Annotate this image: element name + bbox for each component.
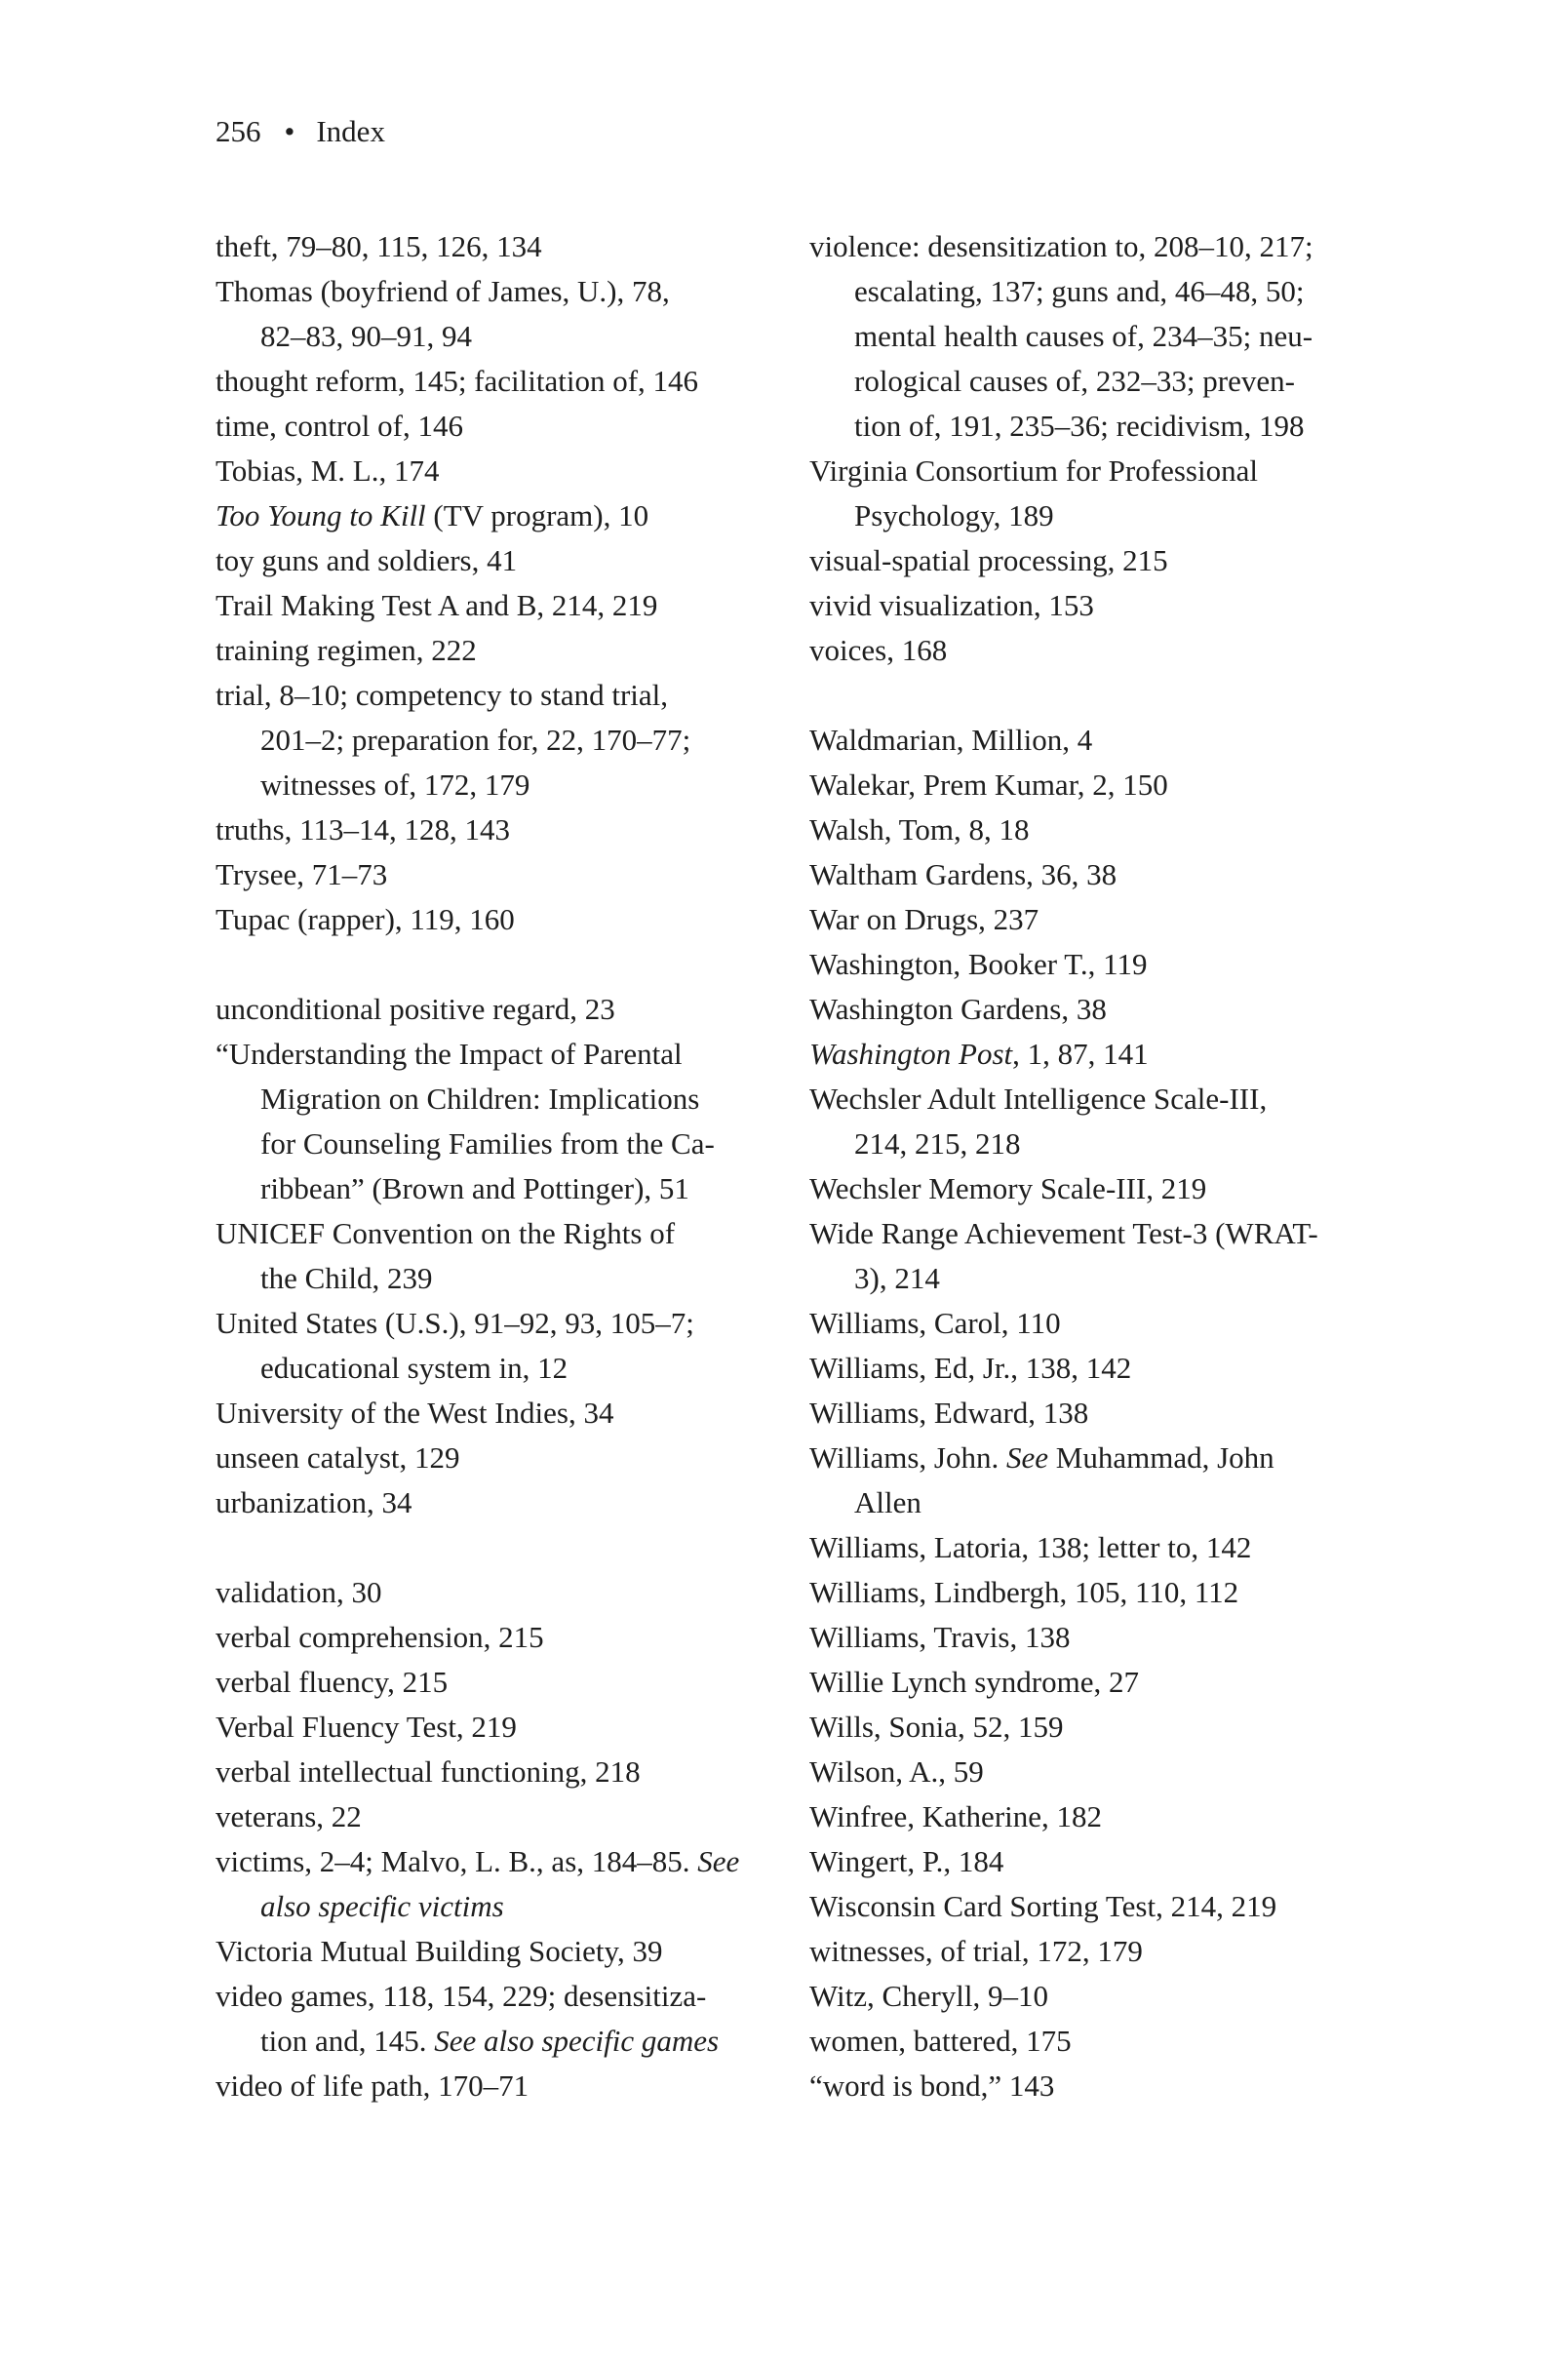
index-entry-text: women, battered, 175	[809, 2024, 1072, 2058]
index-entry-text: (TV program), 10	[425, 498, 649, 532]
index-entry-text: Wilson, A., 59	[809, 1754, 984, 1789]
index-entry-text: Washington Gardens, 38	[809, 992, 1107, 1026]
index-entry-text: Thomas (boyfriend of James, U.), 78, 82–83, 90–91, 94	[216, 274, 670, 353]
index-entry-text: War on Drugs, 237	[809, 902, 1039, 936]
index-entry	[216, 1391, 762, 1436]
index-entry	[216, 359, 762, 404]
index-entry-text: Williams, Lindbergh, 105, 110, 112	[809, 1575, 1239, 1609]
index-entry-text: validation, 30	[216, 1575, 382, 1609]
index-entry	[809, 1391, 1355, 1436]
index-entry-text: Wills, Sonia, 52, 159	[809, 1710, 1064, 1744]
index-entry-text: verbal intellectual functioning, 218	[216, 1754, 641, 1789]
index-entry-text: Walsh, Tom, 8, 18	[809, 812, 1030, 847]
index-entry	[809, 1839, 1355, 1884]
index-entry-text: Wingert, P., 184	[809, 1844, 1004, 1878]
index-entry	[216, 1839, 762, 1929]
index-entry	[809, 583, 1355, 628]
index-entry	[809, 1884, 1355, 1929]
index-entry-text: verbal fluency, 215	[216, 1665, 449, 1699]
index-entry-italic-text: Washington Post	[809, 1037, 1013, 1071]
index-entry	[216, 1750, 762, 1794]
index-entry	[809, 1301, 1355, 1346]
index-entry-text: Williams, Latoria, 138; letter to, 142	[809, 1530, 1252, 1564]
index-entry	[809, 1077, 1355, 1166]
index-entry	[809, 1211, 1355, 1301]
index-entry	[216, 493, 762, 538]
index-entry-text: Tobias, M. L., 174	[216, 453, 440, 488]
index-entry	[809, 942, 1355, 987]
index-entry	[809, 1974, 1355, 2019]
index-entry	[809, 987, 1355, 1032]
index-entry-text: Waldmarian, Million, 4	[809, 723, 1093, 757]
index-entry	[809, 628, 1355, 673]
index-entry	[216, 897, 762, 942]
index-entry	[216, 1301, 762, 1391]
index-entry	[809, 1929, 1355, 1974]
index-entry	[809, 1794, 1355, 1839]
index-entry	[216, 269, 762, 359]
index-entry-text: Trail Making Test A and B, 214, 219	[216, 588, 658, 622]
index-entry-text: United States (U.S.), 91–92, 93, 105–7; educational system in, 12	[216, 1306, 694, 1385]
index-entry-text: Tupac (rapper), 119, 160	[216, 902, 515, 936]
index-entry-text: visual-spatial processing, 215	[809, 543, 1168, 577]
index-entry-text: Willie Lynch syndrome, 27	[809, 1665, 1139, 1699]
index-entry	[216, 1615, 762, 1660]
index-entry-text: Washington, Booker T., 119	[809, 947, 1148, 981]
index-entry	[809, 1032, 1355, 1077]
index-entry	[809, 538, 1355, 583]
index-entry-text: UNICEF Convention on the Rights of the Child, 239	[216, 1216, 676, 1295]
index-entry	[809, 449, 1355, 538]
index-entry-text: Williams, John.	[809, 1440, 1006, 1475]
index-entry-text: thought reform, 145; facilitation of, 146	[216, 364, 699, 398]
index-entry-text: Wide Range Achievement Test-3 (WRAT- 3), 214	[809, 1216, 1318, 1295]
index-entry-text: training regimen, 222	[216, 633, 477, 667]
index-entry	[809, 224, 1355, 449]
index-entry	[216, 583, 762, 628]
index-entry-text: unconditional positive regard, 23	[216, 992, 615, 1026]
index-entry-text: Trysee, 71–73	[216, 857, 388, 891]
index-entry-text: victims, 2–4; Malvo, L. B., as, 184–85.	[216, 1844, 698, 1878]
index-entry-text: vivid visualization, 153	[809, 588, 1094, 622]
index-entry-text: “Understanding the Impact of Parental Migration on Children: Implications for Counseling Families from the Ca- ribbean” (Brown and Pottinger), 51	[216, 1037, 715, 1205]
index-entry-text: voices, 168	[809, 633, 948, 667]
index-entry-text: theft, 79–80, 115, 126, 134	[216, 229, 542, 263]
index-entry-text: Williams, Ed, Jr., 138, 142	[809, 1351, 1132, 1385]
index-entry-text: Wechsler Memory Scale-III, 219	[809, 1171, 1207, 1205]
index-entry	[216, 852, 762, 897]
index-entry	[216, 224, 762, 269]
index-entry	[809, 1750, 1355, 1794]
index-entry	[216, 1436, 762, 1480]
index-entry	[216, 538, 762, 583]
index-entry	[216, 404, 762, 449]
index-entry-italic-text: See	[1005, 1440, 1049, 1475]
index-column-left	[216, 224, 762, 2108]
index-entry-text: veterans, 22	[216, 1799, 362, 1833]
index-entry-text: Virginia Consortium for Professional Psychology, 189	[809, 453, 1258, 532]
index-entry	[216, 1929, 762, 1974]
index-entry	[809, 807, 1355, 852]
index-entry-text: Victoria Mutual Building Society, 39	[216, 1934, 663, 1968]
index-entry	[216, 1660, 762, 1705]
index-entry-text: Muhammad, John Allen	[854, 1440, 1274, 1519]
index-entry-text: Wechsler Adult Intelligence Scale-III, 214, 215, 218	[809, 1082, 1268, 1161]
running-head	[216, 109, 385, 154]
index-entry	[809, 1166, 1355, 1211]
index-entry	[216, 1480, 762, 1525]
index-entry-italic-text: Too Young to Kill	[216, 498, 426, 532]
index-entry-text: Williams, Edward, 138	[809, 1396, 1089, 1430]
index-entry-text: Walekar, Prem Kumar, 2, 150	[809, 768, 1168, 802]
index-entry-text: witnesses, of trial, 172, 179	[809, 1934, 1143, 1968]
index-entry	[809, 2019, 1355, 2064]
index-entry	[809, 1615, 1355, 1660]
index-entry	[216, 449, 762, 493]
index-entry-text: video of life path, 170–71	[216, 2068, 529, 2103]
index-entry	[809, 1705, 1355, 1750]
index-entry-text: Waltham Gardens, 36, 38	[809, 857, 1117, 891]
index-entry-text: “word is bond,” 143	[809, 2068, 1055, 2103]
index-entry	[809, 1660, 1355, 1705]
index-entry-text: urbanization, 34	[216, 1485, 412, 1519]
index-entry-text: Wisconsin Card Sorting Test, 214, 219	[809, 1889, 1277, 1923]
index-entry	[216, 1705, 762, 1750]
index-entry-text: Verbal Fluency Test, 219	[216, 1710, 517, 1744]
index-entry	[216, 1570, 762, 1615]
index-entry-text: Witz, Cheryll, 9–10	[809, 1979, 1048, 2013]
index-column-right	[809, 224, 1355, 2108]
index-entry	[216, 987, 762, 1032]
index-entry-text: University of the West Indies, 34	[216, 1396, 614, 1430]
index-entry	[216, 673, 762, 807]
index-entry	[216, 1974, 762, 2064]
index-entry	[809, 852, 1355, 897]
index-entry-text: trial, 8–10; competency to stand trial, 201–2; preparation for, 22, 170–77; witnesses of, 172, 179	[216, 678, 691, 802]
header-separator: •	[284, 114, 295, 148]
index-entry	[809, 718, 1355, 763]
index-entry	[809, 2064, 1355, 2108]
index-entry	[809, 897, 1355, 942]
index-entry-text: toy guns and soldiers, 41	[216, 543, 518, 577]
index-entry-text: verbal comprehension, 215	[216, 1620, 544, 1654]
index-entry-text: video games, 118, 154, 229; desensitiza- tion and, 145.	[216, 1979, 707, 2058]
index-entry-text: Williams, Carol, 110	[809, 1306, 1061, 1340]
index-entry-text: time, control of, 146	[216, 409, 463, 443]
index-entry	[216, 807, 762, 852]
index-entry-text: , 1, 87, 141	[1012, 1037, 1149, 1071]
index-entry	[809, 1570, 1355, 1615]
index-entry	[216, 1794, 762, 1839]
index-entry-text: unseen catalyst, 129	[216, 1440, 460, 1475]
index-entry	[809, 763, 1355, 807]
index-entry	[216, 1211, 762, 1301]
index-entry-italic-text: See also specific victims	[260, 1844, 740, 1923]
index-entry-text: violence: desensitization to, 208–10, 217; escalating, 137; guns and, 46–48, 50; mental health causes of, 234–35; neu- rological causes of, 232–33; preven- tion of, 191, 235–36; recidivism, 198	[809, 229, 1313, 443]
index-entry-text: Winfree, Katherine, 182	[809, 1799, 1103, 1833]
page-number: 256	[216, 114, 261, 148]
index-entry-text: truths, 113–14, 128, 143	[216, 812, 510, 847]
index-entry-italic-text: See also specific games	[434, 2024, 720, 2058]
section-title: Index	[316, 114, 385, 148]
index-entry	[809, 1436, 1355, 1525]
index-entry-text: Williams, Travis, 138	[809, 1620, 1071, 1654]
index-entry	[216, 1032, 762, 1211]
index-entry	[216, 628, 762, 673]
index-entry	[809, 1525, 1355, 1570]
index-entry	[216, 2064, 762, 2108]
index-entry	[809, 1346, 1355, 1391]
